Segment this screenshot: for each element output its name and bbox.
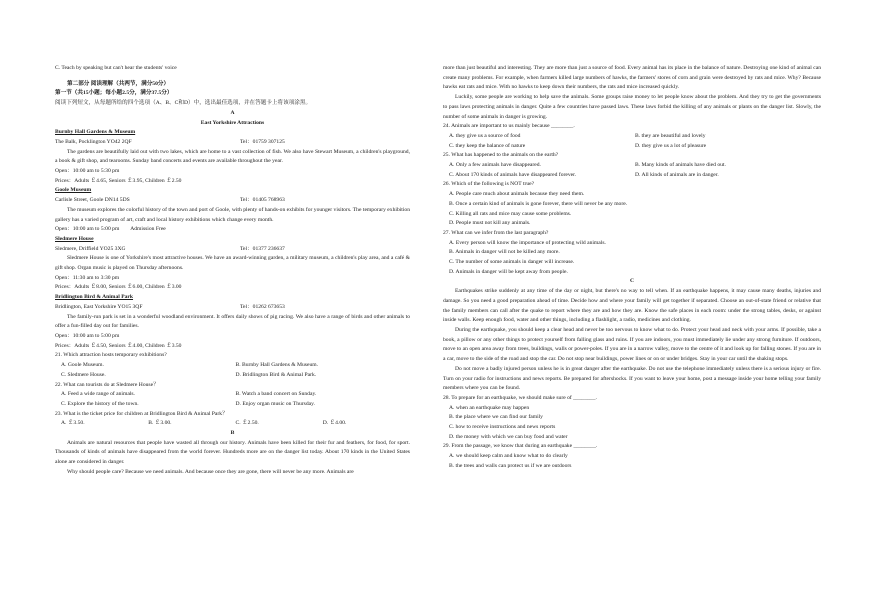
option: B. they are beautiful and lovely [635, 132, 706, 139]
attraction-description: Sledmere House is one of Yorkshire's most attractive houses. We have an award-winning garden, a military museum, a children's play area, and a café & gift shop. Organ music is played on Thursday afternoons. [55, 255, 410, 272]
option: A. Only a few animals have disappeared. [449, 162, 541, 169]
attraction-name: Bridlington Bird & Animal Park [55, 294, 134, 301]
option: C. About 170 kinds of animals have disappeared forever. [449, 171, 577, 178]
option: B. Many kinds of animals have died out. [635, 162, 726, 169]
attraction-description: The gardens are beautifully laid out with two lakes, which are home to a vast collection of fish. We also have Stewart Museum, a children's playground, a book & gift shop, and tearooms. Sunday band concerts and events are available throughout the year. [55, 148, 410, 165]
question-stem: 25. What has happened to the animals on the earth? [443, 152, 559, 159]
attraction-open: Open：10:00 am to 5:30 pm [55, 168, 120, 175]
option: C. ￡2.50. [235, 420, 259, 427]
option-row [55, 400, 410, 410]
passage-paragraph: Earthquakes strike suddenly at any time of the day or night, but there's no way to tell when. If an earthquake happens, it may cause many deaths, injuries and damage. So you need a good preparation ahead of time. Decide how and where your family will get together if separated. Choose an out-of-state friend or relative that the family members can call after the quake to report where they are and how they are. Know the safe places in each room: under the strong tables, desks, or against inside walls. Keep enough food, water and other things, including a flashlight, a radio, medicines and clothing. [443, 288, 821, 324]
left-column [55, 64, 410, 478]
attraction-description: The museum explores the colorful history of the town and port of Goole, with plenty of hands-on exhibits for younger visitors. The temporary exhibition gallery has a varied program of art, craft and local history exhibitions which change every month. [55, 206, 410, 223]
question-stem: 26. Which of the following is NOT true? [443, 181, 535, 188]
option-row [443, 142, 821, 152]
option: D. Enjoy organ music on Thursday. [235, 400, 315, 407]
option: A. when an earthquake may happen [449, 404, 530, 411]
option: C. The number of some animals in danger will increase. [449, 259, 575, 266]
attraction-open: Open：10:00 am to 5:00 pm [55, 332, 120, 339]
option: A. People care much about animals because they need them. [449, 191, 585, 198]
attraction-address: Sledmere, Driffield YO25 3XG [55, 245, 126, 252]
option: B. ￡3.00. [148, 420, 172, 427]
attraction-tel: Tel：01377 236637 [240, 245, 285, 252]
option-row [55, 419, 410, 429]
option: A. they give us a source of food [449, 132, 521, 139]
option-row [443, 171, 821, 181]
option: D. ￡4.00. [322, 420, 347, 427]
question-stem: 24. Animals are important to us mainly because ________. [443, 123, 575, 130]
attraction-description: The family-run park is set in a wonderful woodland environment. It offers daily shows of pig racing. We also have a range of birds and other animals to offer a fun-filled day out for families. [55, 313, 410, 330]
attraction-contact [55, 303, 410, 313]
option: D. they give us a lot of pleasure [635, 142, 707, 149]
passage-paragraph: Why should people care? Because we need animals. And because once they are gone, there will never be any more. Animals are [67, 468, 354, 475]
option: C. how to receive instructions and news reports [449, 424, 556, 431]
passage-paragraph: more than just beautiful and interesting. They are more than just a source of food. Every animal has its place in the balance of nature. Destroying one kind of animal can create many problems. For example, when farmers killed large numbers of hawks, the farmers' stores of corn and grain were destroyed by rats and mice. Why? Because hawks eat rats and mice. With no hawks to keep down their numbers, the rats and mice increased quickly. [443, 65, 821, 91]
passage-a-title: East Yorkshire Attractions [200, 119, 265, 126]
option: D. All kinds of animals are in danger. [635, 171, 719, 178]
section-title: 第一节（共15小题；每小题2.5分，满分37.5分） [55, 90, 173, 97]
question-stem: 27. What can we infer from the last paragraph? [443, 229, 549, 236]
top-option: C. Teach by speaking but can't hear the students' voice [55, 65, 177, 71]
passage-paragraph: During the earthquake, you should keep a clear head and never be too nervous to know what to do. Protect your head and neck with your arms. If possible, take a book, a pillow or any other things to protect yourself from falling glass and ruins. If you are indoors, you must immediately lie under any strong furniture. If outdoors, move to an open area away from trees, buildings, walls or power-poles. If you are in a narrow valley, move to the centre of it and look up for falling stones. If you are in a car, move to the side of the road and stop the car. Do not stop near buildings, power lines or on or under bridges. Stay in your car until the shaking stops. [443, 326, 821, 363]
option-row [443, 132, 821, 142]
option: B. Once a certain kind of animals is gone forever, there will never be any more. [449, 200, 628, 207]
option: C. they keep the balance of nature [449, 142, 526, 149]
passage-paragraph: Do not move a badly injured person unless he is in great danger after the earthquake. Do not use the telephone immediately unless there is a serious injury or fire. Turn on your radio for instructions and news reports. Be prepared for aftershocks. If you want to leave your home, post a message inside your home telling your family members where you can be found. [443, 365, 821, 392]
passage-a-letter: A [230, 109, 235, 116]
attraction-prices: Prices：Adults ￡8.00, Seniors ￡6.00, Children ￡3.00 [55, 284, 182, 291]
option: B. the place where we can find our family [449, 414, 543, 421]
option: C. Sledmere House. [61, 371, 106, 378]
part-title: 第二部分 阅读理解（共两节，满分50分） [67, 80, 170, 87]
option: B. Animals in danger will not be killed any more. [449, 249, 560, 256]
option: B. the trees and walls can protect us if we are outdoors [449, 462, 572, 469]
option: A. ￡3.50. [61, 420, 85, 427]
attraction-open: Open：10:00 am to 5:00 pm Admission Free [55, 226, 166, 233]
attraction-contact [55, 138, 410, 148]
attraction-address: The Balk, Pocklington YO42 2QF [55, 138, 132, 145]
question-stem: 22. What can tourists do at Sledmere House？ [55, 381, 159, 388]
question-stem: 28. To prepare for an earthquake, we should make sure of ________. [443, 394, 597, 401]
right-column [443, 64, 821, 472]
question-stem: 29. From the passage, we know that during an earthquake ________. [443, 443, 598, 450]
option-row [55, 390, 410, 400]
option: D. the money with which we can buy food and water [449, 433, 568, 440]
option: D. People must not kill any animals. [449, 220, 531, 227]
attraction-prices: Prices：Adults ￡4.50, Seniors ￡4.00, Children ￡3.50 [55, 342, 182, 349]
option: D. Bridlington Bird & Animal Park. [235, 371, 317, 378]
question-stem: 23. What is the ticket price for children at Bridlington Bird & Animal Park？ [55, 410, 228, 417]
option: A. Feed a wide range of animals. [61, 391, 135, 398]
attraction-contact [55, 196, 410, 206]
option: D. Animals in danger will be kept away from people. [449, 268, 568, 275]
option-row [55, 361, 410, 371]
option: A. Goole Museum. [61, 362, 104, 369]
attraction-name: Burnby Hall Gardens & Museum [55, 129, 136, 136]
attraction-name: Goole Museum [55, 187, 92, 194]
attraction-open: Open：11:30 am to 3:30 pm [55, 274, 120, 281]
passage-paragraph: Luckily, some people are working to help save the animals. Some groups raise money to let people know about the problem. And they try to get the governments to pass laws protecting animals in danger. Quite a few countries have passed laws. These laws forbid the killing of any animals or plants on the danger list. Slowly, the number of some animals in danger is growing. [443, 94, 821, 120]
attraction-tel: Tel：01262 673653 [240, 303, 285, 310]
attraction-prices: Prices：Adults ￡4.65, Seniors ￡3.95, Children ￡2.50 [55, 177, 182, 184]
attraction-address: Carlisle Street, Goole DN14 5DS [55, 197, 130, 204]
option: B. Burnby Hall Gardens & Museum. [235, 362, 318, 369]
attraction-address: Bridlington, East Yorkshire YO15 3QF [55, 303, 143, 310]
attraction-name: Sledmere House [55, 235, 94, 242]
question-stem: 21. Which attraction hosts temporary exhibitions? [55, 352, 167, 359]
option: C. Killing all rats and mice may cause some problems. [449, 210, 572, 217]
attraction-tel: Tel：01405 768963 [240, 197, 285, 204]
option: A. Every person will know the importance of protecting wild animals. [449, 239, 606, 246]
option-row [443, 161, 821, 171]
section-instructions: 阅读下列短文，从每题所给的四个选项（A、B、C和D）中，选出最佳选项，并在答题卡上将该项涂黑。 [55, 100, 312, 107]
passage-paragraph: Animals are natural resources that people have wasted all through our history. Animals have been killed for their fur and feathers, for food, for sport. Thousands of kinds of animals have disappeared from the world forever. Hundreds more are on the danger list today. About 170 kinds in the United States alone are considered in danger. [55, 439, 410, 466]
passage-b-letter: B [230, 430, 235, 437]
option: B. Watch a band concert on Sunday. [235, 391, 317, 398]
attraction-contact [55, 245, 410, 255]
option: C. Explore the history of the town. [61, 400, 139, 407]
option: A. we should keep calm and know what to do clearly [449, 453, 568, 460]
option-row [55, 371, 410, 381]
passage-c-letter: C [629, 278, 635, 285]
attraction-tel: Tel：01759 307125 [240, 138, 285, 145]
